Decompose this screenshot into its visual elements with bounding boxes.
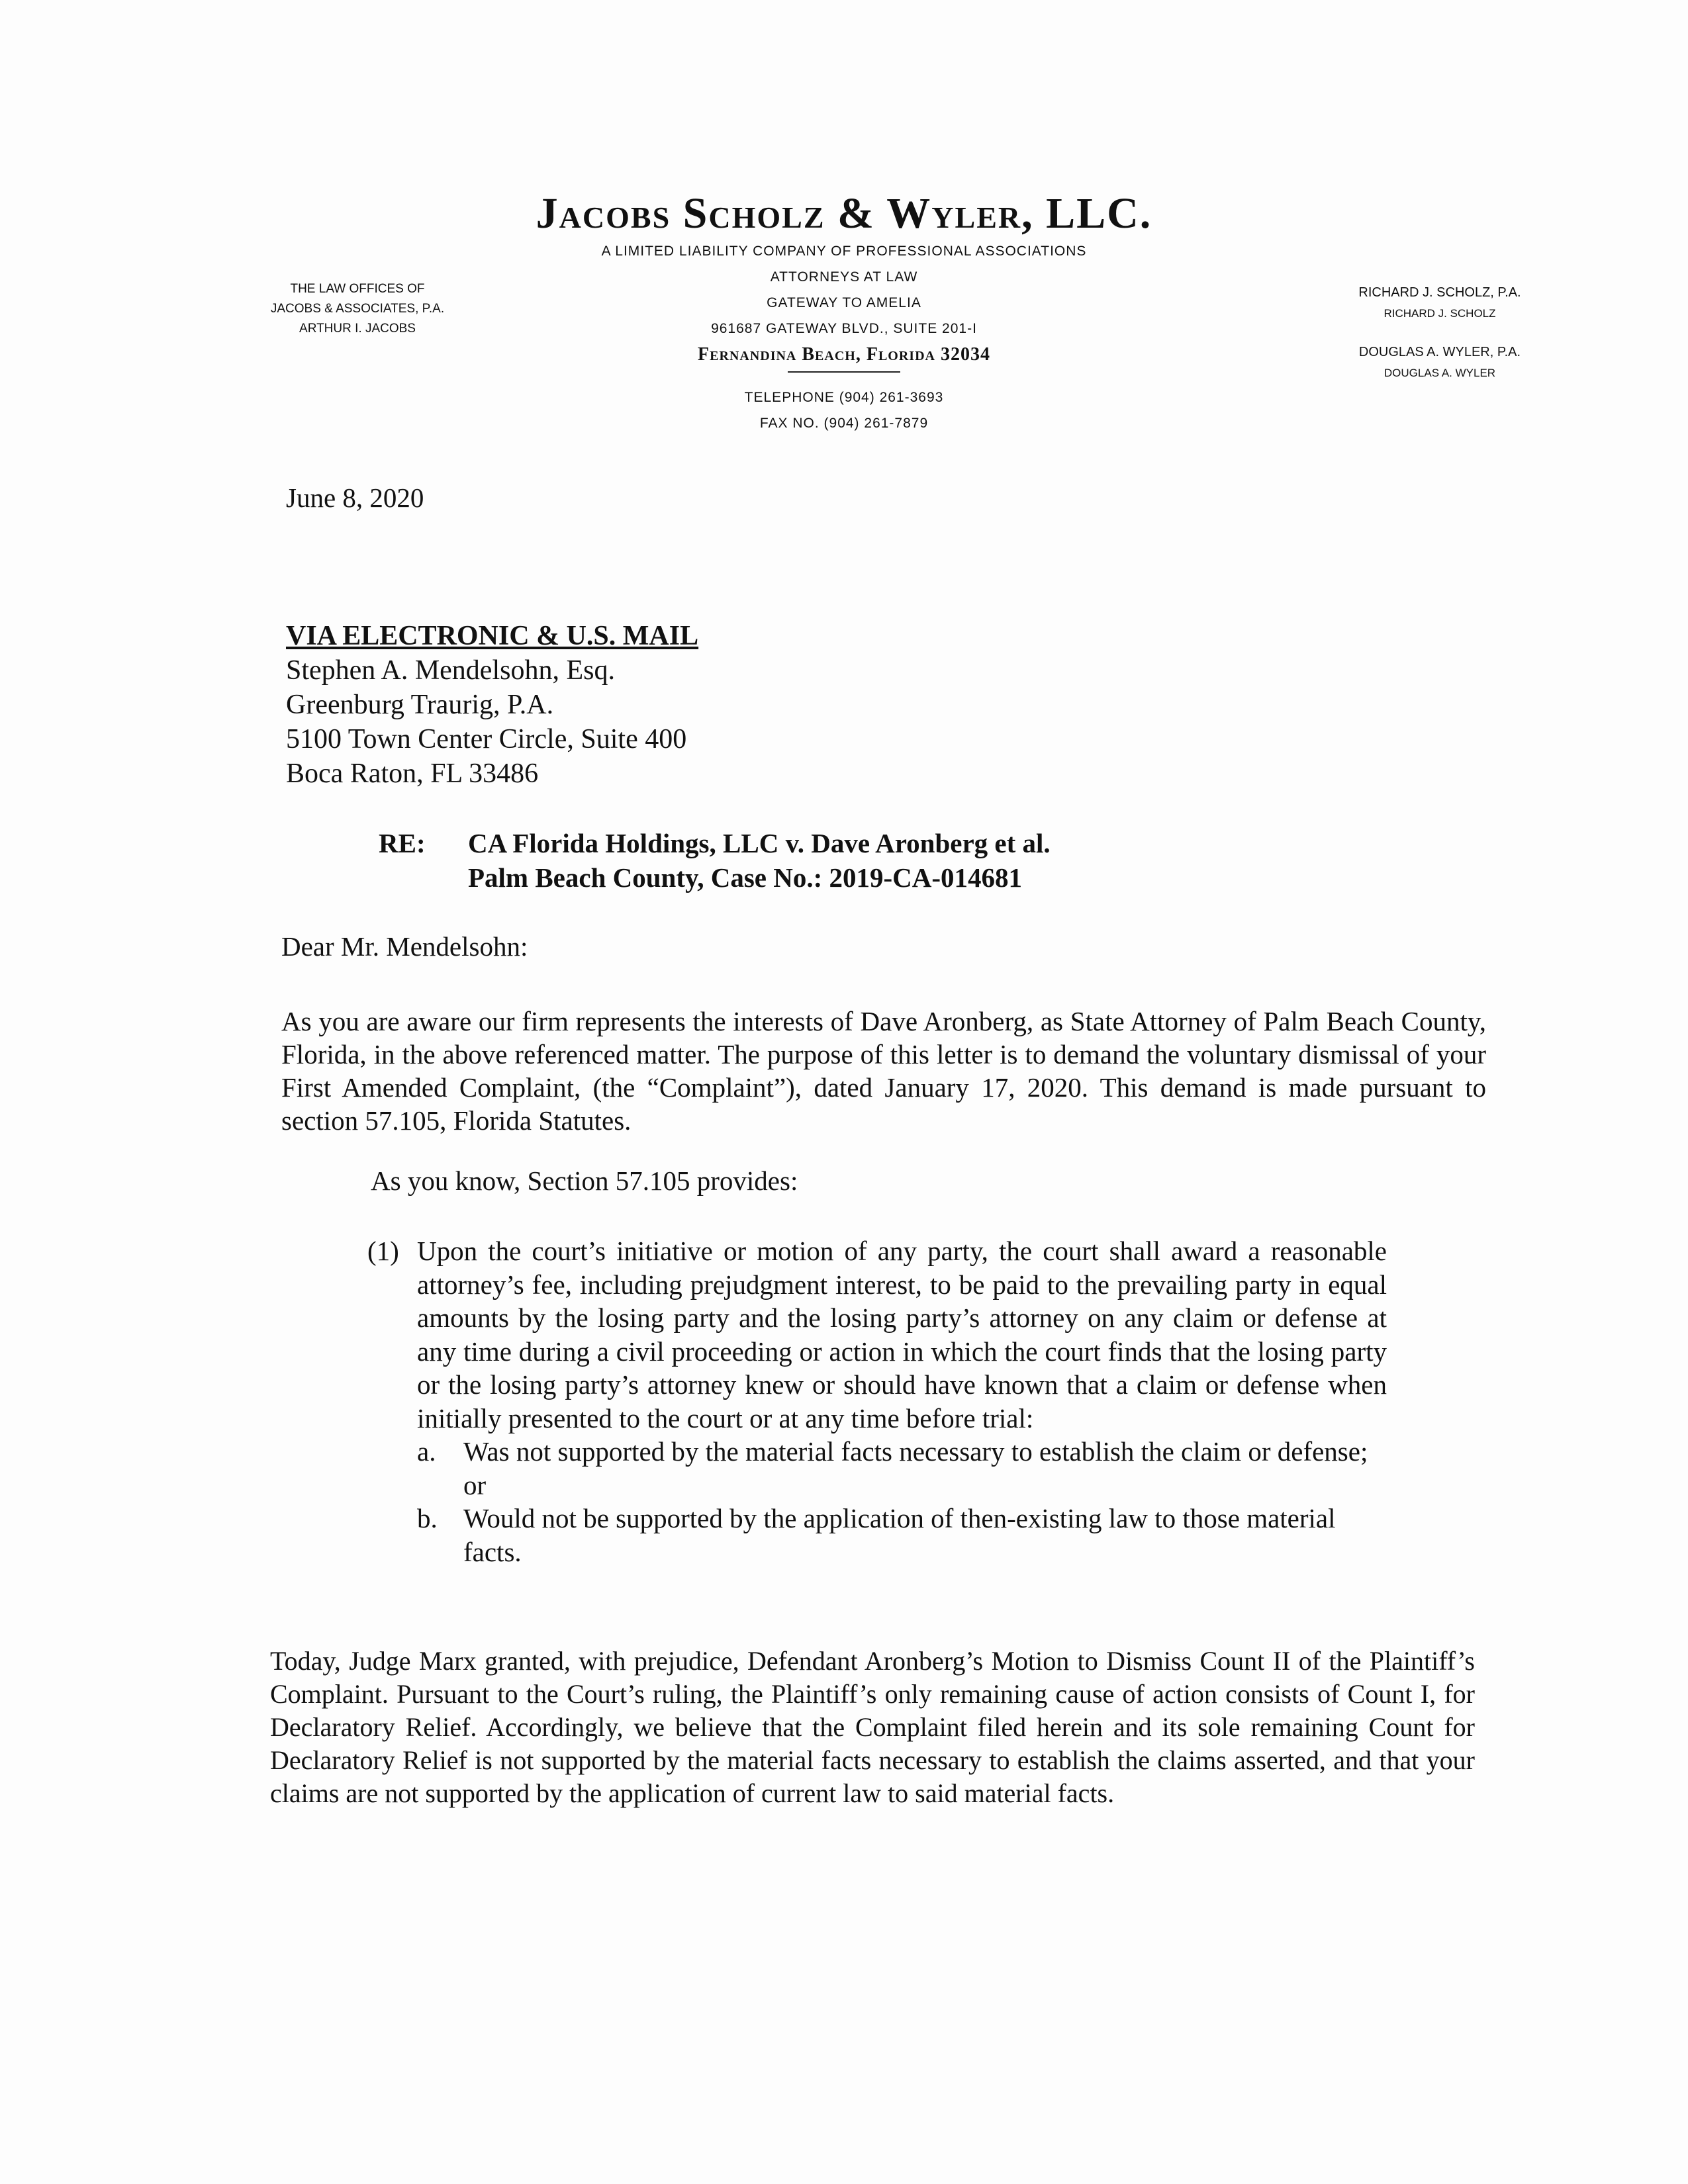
partner-signature: RICHARD J. SCHOLZ bbox=[1383, 307, 1496, 320]
letterhead-fax: FAX NO. (904) 261-7879 bbox=[759, 416, 929, 431]
partner-name: DOUGLAS A. WYLER, P.A. bbox=[1358, 345, 1521, 359]
quote-item-text: Was not supported by the material facts necessary to establish the claim or defense; or bbox=[463, 1436, 1368, 1500]
firm-name: Jacobs Scholz & Wyler, LLC. bbox=[536, 189, 1152, 238]
partner-name: RICHARD J. SCHOLZ, P.A. bbox=[1358, 285, 1521, 300]
letterhead-left-line: ARTHUR I. JACOBS bbox=[299, 322, 416, 336]
recipient-block bbox=[286, 619, 698, 791]
letterhead-city: Fernandina Beach, Florida 32034 bbox=[698, 344, 990, 365]
letterhead-center bbox=[513, 238, 1175, 436]
recipient-line: 5100 Town Center Circle, Suite 400 bbox=[286, 724, 687, 754]
salutation: Dear Mr. Mendelsohn: bbox=[281, 931, 528, 962]
letterhead-right bbox=[1291, 282, 1589, 384]
re-line: Palm Beach County, Case No.: 2019-CA-014681 bbox=[468, 862, 1023, 893]
letterhead-line: ATTORNEYS AT LAW bbox=[770, 269, 918, 285]
letter-date: June 8, 2020 bbox=[286, 482, 424, 513]
re-text bbox=[468, 826, 1051, 895]
quote-text: Upon the court’s initiative or motion of any party, the court shall award a reasonable attorney’s fee, including prejudgment interest, to be paid to the prevailing party in equal amounts by the losing party and the losing party’s attorney on any claim or defense at any time during a civil proceeding or action in which the court finds that the losing party or the losing party’s attorney knew or should have known that a claim or defense when initially presented to the court or at any time before trial: bbox=[417, 1236, 1387, 1433]
letterhead-left-line: JACOBS & ASSOCIATES, P.A. bbox=[270, 302, 445, 316]
letterhead-telephone: TELEPHONE (904) 261-3693 bbox=[744, 390, 944, 405]
quote-item-text: Would not be supported by the application of then-existing law to those material facts. bbox=[463, 1503, 1336, 1567]
letterhead-left-line: THE LAW OFFICES OF bbox=[290, 282, 425, 296]
firm-tagline: A LIMITED LIABILITY COMPANY OF PROFESSIONAL ASSOCIATIONS bbox=[601, 244, 1087, 259]
quote-item-label: a. bbox=[417, 1436, 436, 1467]
statute-quote bbox=[367, 1234, 1387, 1569]
recipient-line: Boca Raton, FL 33486 bbox=[286, 758, 539, 789]
partner-signature: DOUGLAS A. WYLER bbox=[1383, 367, 1496, 379]
quote-item-label: b. bbox=[417, 1503, 438, 1533]
letterhead-line: GATEWAY TO AMELIA bbox=[767, 295, 921, 310]
quote-item bbox=[417, 1502, 1387, 1569]
quote-number: (1) bbox=[367, 1236, 399, 1266]
recipient-line: Stephen A. Mendelsohn, Esq. bbox=[286, 655, 615, 686]
body-paragraph: As you are aware our firm represents the interests of Dave Aronberg, as State Attorney of Palm Beach County, Florida, in the above referenced matter. The purpose of this letter is to demand the voluntary dismissal of your First Amended Complaint, (the “Complaint”), dated January 17, 2020. This demand is made pursuant to section 57.105, Florida Statutes. bbox=[281, 1006, 1486, 1136]
letterhead-left bbox=[218, 279, 496, 339]
quote-item bbox=[417, 1435, 1387, 1502]
recipient-line: Greenburg Traurig, P.A. bbox=[286, 690, 554, 720]
body-paragraph: As you know, Section 57.105 provides: bbox=[371, 1165, 798, 1196]
delivery-method: VIA ELECTRONIC & U.S. MAIL bbox=[286, 621, 699, 651]
spacer bbox=[1291, 324, 1589, 341]
letterhead-divider bbox=[788, 371, 900, 373]
re-line: CA Florida Holdings, LLC v. Dave Aronberg et al. bbox=[468, 828, 1051, 858]
re-label: RE: bbox=[379, 828, 426, 858]
letterhead-address: 961687 GATEWAY BLVD., SUITE 201-I bbox=[711, 321, 977, 336]
body-paragraph: Today, Judge Marx granted, with prejudice, Defendant Aronberg’s Motion to Dismiss Count II of the Plaintiff’s Complaint. Pursuant to the Court’s ruling, the Plaintiff’s only remaining cause of action consists of Count I, for Declaratory Relief. Accordingly, we believe that the Complaint filed herein and its sole remaining Count for Declaratory Relief is not supported by the material facts necessary to establish the claims asserted, and that your claims are not supported by the application of current law to said material facts. bbox=[270, 1646, 1475, 1808]
